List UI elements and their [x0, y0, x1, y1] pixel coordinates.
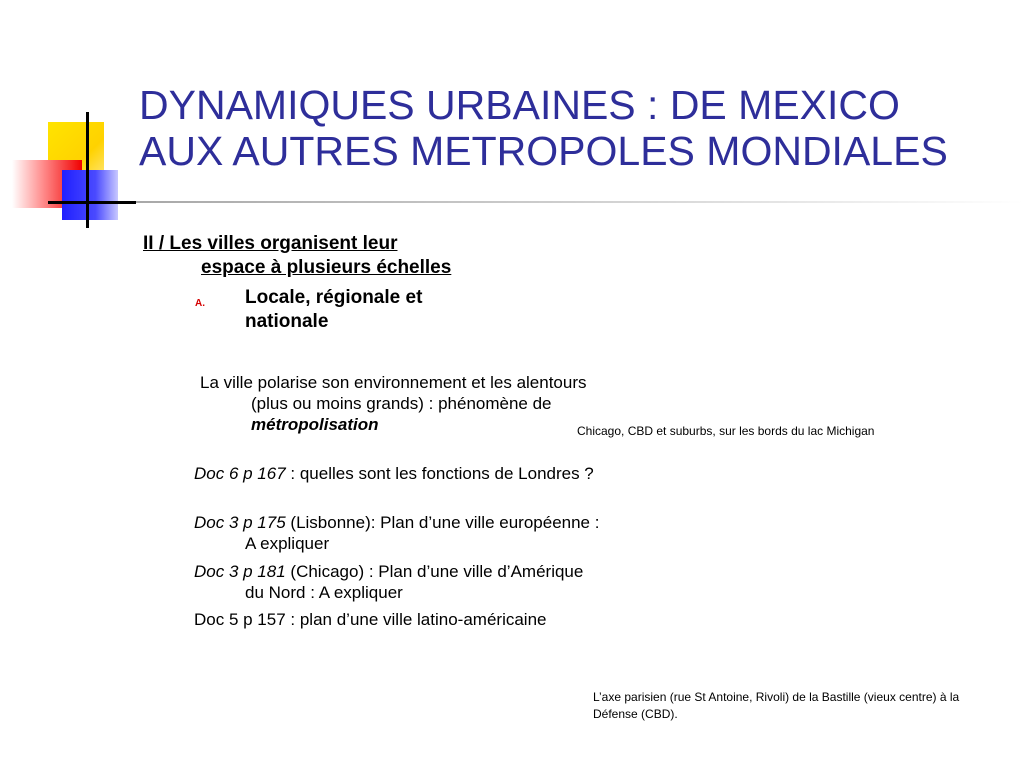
horizontal-line: [48, 201, 136, 204]
doc3b-text: (Chicago) : Plan d’une ville d’Amérique du Nord : A expliquer: [245, 562, 584, 602]
slide-title: [139, 82, 1009, 174]
doc5-text: Doc 5 p 157 : plan d’une ville latino-américaine: [194, 610, 547, 629]
decorative-squares-logo: [0, 0, 150, 240]
subpoint-line-2: nationale: [245, 311, 329, 332]
title-underline-rule: [136, 201, 1024, 203]
doc6-paragraph: [194, 463, 605, 484]
doc3a-ref: Doc 3 p 175: [194, 513, 291, 532]
list-marker: A.: [195, 298, 205, 309]
doc6-text: : quelles sont les fonctions de Londres ?: [290, 464, 594, 483]
metropolisation-paragraph: [200, 372, 596, 435]
subpoint-line-1: Locale, régionale et: [245, 287, 423, 308]
title-line-1: DYNAMIQUES URBAINES : DE MEXICO: [139, 82, 900, 128]
doc3a-text: (Lisbonne): Plan d’une ville européenne : A expliquer: [245, 513, 600, 553]
doc3b-ref: Doc 3 p 181: [194, 562, 291, 581]
para1-text: La ville polarise son environnement et les alentours (plus ou moins grands) : phénomène de: [200, 373, 587, 413]
vertical-line: [86, 112, 89, 228]
section-heading: [143, 232, 563, 280]
blue-square: [62, 170, 118, 220]
metropolisation-term: métropolisation: [251, 415, 379, 434]
doc6-ref: Doc 6 p 167: [194, 464, 291, 483]
title-line-2: AUX AUTRES METROPOLES MONDIALES: [139, 128, 948, 174]
doc3-chicago-paragraph: [194, 561, 605, 603]
doc3-lisbonne-paragraph: [194, 512, 605, 554]
main-content: [143, 232, 563, 334]
doc5-paragraph: [194, 609, 605, 630]
subpoint-a: [143, 286, 563, 334]
paris-caption: L’axe parisien (rue St Antoine, Rivoli) de la Bastille (vieux centre) à la Défense (CBD).: [593, 690, 960, 721]
heading-line-2: espace à plusieurs échelles: [201, 257, 452, 278]
heading-line-1: II / Les villes organisent leur: [143, 233, 398, 254]
chicago-caption: Chicago, CBD et suburbs, sur les bords du lac Michigan: [577, 424, 875, 438]
